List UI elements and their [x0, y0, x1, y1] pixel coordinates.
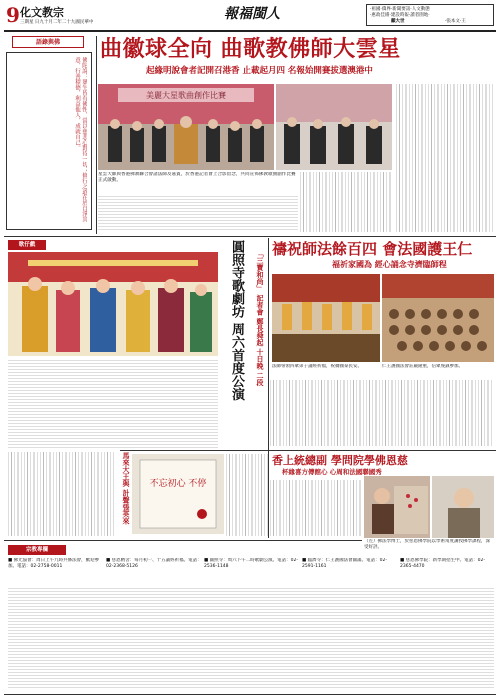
- conference-photo-art: [98, 84, 274, 170]
- puja-subhead: 福祈家國為 經心誦念寺濟臨師程: [332, 260, 447, 269]
- puja-caption-right: 仁王護國法會莊嚴隆重，信眾虔誠參加。: [382, 364, 463, 369]
- calligraphy-photo-art: [132, 454, 224, 534]
- section-name: 化文教宗: [20, 6, 64, 19]
- notice-item: ■ 圓照寺：周六下午二時歌劇公演。電話：02-2536-1148: [204, 558, 299, 569]
- opera-tag: [8, 240, 46, 250]
- bottom-rule: [4, 694, 496, 695]
- opera-photo: [8, 252, 218, 356]
- puja-caption-left: 法師帶領四眾弟子誦經祈福，祝禱國泰民安。: [272, 364, 362, 369]
- conference-photo-2-art: [276, 84, 392, 170]
- stage-banner: 美麗大星歌曲創作比賽: [146, 91, 226, 100]
- puja-headline: 禱祝師法餘百四 會法國護王仁: [272, 240, 473, 258]
- calligraphy-headline: 馬來大王與 計聲張英來: [122, 452, 130, 525]
- seminar-photo-left-art: [364, 476, 430, 538]
- opera-headline-box: [222, 240, 244, 440]
- left-column-title: 語錄與佛: [35, 39, 60, 46]
- column-rule-b: [268, 238, 269, 538]
- column-rule-a: [96, 36, 97, 234]
- notice-item: ■ 臨濟寺：仁王護國法會圓滿。電話：02-2591-1161: [302, 558, 388, 569]
- notice-list: [8, 558, 494, 692]
- notice-text-block: [8, 588, 494, 690]
- calligraphy-text: [226, 454, 268, 536]
- opera-text: [8, 360, 218, 448]
- top-article-text-left: [98, 196, 298, 232]
- header-rule: [4, 30, 496, 32]
- top-headline: 曲徽球全向 曲歌教佛師大雲星: [100, 36, 401, 62]
- right-info-box: [366, 4, 494, 26]
- section-rule-2: [120, 450, 496, 451]
- right-info-line1: ‧祖國‧僑界‧新聞要訊‧人文動態: [370, 7, 430, 12]
- seminar-photo-right-art: [432, 476, 494, 538]
- top-article-text-mid: [300, 172, 392, 232]
- opera-subhead-box: [244, 250, 264, 430]
- seminar-photo-right: [432, 476, 494, 538]
- seminar-headline: 香上統總副 學問院學佛恩慈: [272, 454, 408, 467]
- bottom-tag-label: 宗教專欄: [25, 547, 48, 553]
- opera-text-vertical: [8, 452, 114, 536]
- calligraphy-photo-text: 不忘初心 不停: [149, 479, 207, 489]
- editor-right: ‧張本文‧王: [445, 19, 466, 24]
- puja-text: [270, 380, 494, 446]
- section-rule-1: [4, 236, 496, 237]
- calligraphy-headline-box: [116, 452, 130, 536]
- seminar-subhead: 杯緣喜方傳館心 心周和法國聯國秀: [282, 468, 382, 476]
- right-info-line2: ‧惠政佳績‧建設時報‧讀者園地‧: [370, 13, 430, 18]
- masthead: 報福閩人: [224, 6, 280, 22]
- left-column-title-box: [12, 36, 84, 48]
- puja-photo-right-art: [382, 274, 494, 362]
- opera-subhead: 「三寶和尚」 記者會 鄭長舜起 十日晚 二段: [256, 250, 264, 386]
- section-rule-3: [4, 540, 362, 541]
- bottom-tag: [8, 545, 66, 555]
- notice-item: ■ 佛光協會：周日上午九時共修法會，歡迎參加。電話：02-2758-0011: [8, 558, 100, 569]
- notice-item: ■ 慈恩精舍：每月初一、十五誦經祈福。電話：02-2368-5126: [106, 558, 202, 569]
- top-article-text-right: [396, 84, 494, 232]
- puja-photo-left: [272, 274, 380, 362]
- conference-caption: 星雲大師與香港佛教聯合會諸法師及嘉賓，於香港記者會上合影留念，共同宣佈佛教歌曲創作比賽正式啟動。: [98, 172, 296, 183]
- left-column: [6, 36, 92, 232]
- notice-item: ■ 慈恩佛學院：新學期招生中。電話：02-2365-4470: [400, 558, 486, 569]
- calligraphy-photo: [132, 454, 224, 534]
- opera-photo-art: [8, 252, 218, 356]
- top-subheadline: 起緣明說會者記開召港香 止載起月四 名報始開賽拔選澳港中: [146, 66, 373, 76]
- left-column-body: 佛陀說：眾生皆有佛性，當以慈悲心對待一切；修行之道在於自淨其意，行善積德，利益他人，成就自己。: [74, 57, 87, 222]
- seminar-photo-left: [364, 476, 430, 538]
- left-column-frame: [6, 52, 92, 230]
- seminar-caption: （左）佛法學博士，於慈恩佛學院以學術角度講授佛學課程，深受好評。: [364, 539, 490, 550]
- date-line: 三期星 日九十月二年二十九國民華中: [20, 20, 94, 25]
- page-header: [6, 4, 494, 30]
- seminar-text: [270, 480, 362, 536]
- puja-photo-right: [382, 274, 494, 362]
- conference-photo: [98, 84, 274, 170]
- opera-tag-label: 歌仔戲: [18, 242, 36, 248]
- opera-headline: 圓照寺歌劇坊 周六首度公演: [229, 240, 244, 401]
- editor-label: 顧大世: [391, 19, 405, 24]
- conference-photo-2: [276, 84, 392, 170]
- puja-photo-left-art: [272, 274, 380, 362]
- page-number: 9: [6, 3, 20, 27]
